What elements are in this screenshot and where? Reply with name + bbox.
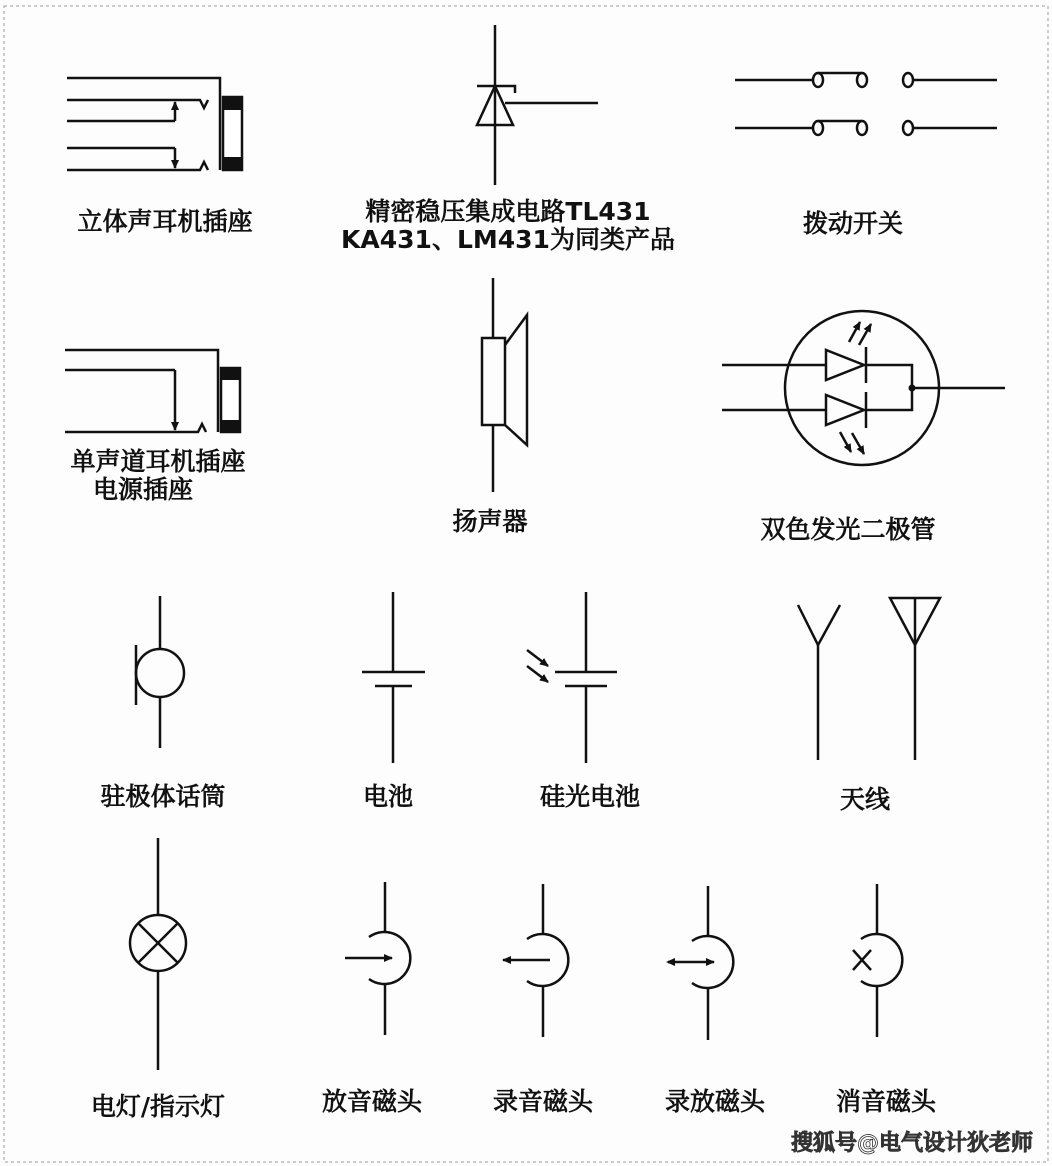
label-tl431-line1: 精密稳压集成电路TL431 bbox=[365, 197, 651, 226]
frame-border bbox=[4, 6, 1048, 1162]
label-record-head: 录音磁头 bbox=[492, 1087, 594, 1116]
watermark: 搜狐号@电气设计狄老师 bbox=[790, 1131, 1034, 1156]
antenna-symbol bbox=[798, 598, 940, 760]
label-record-playback-head: 录放磁头 bbox=[664, 1087, 766, 1116]
label-toggle-switch: 拨动开关 bbox=[802, 209, 904, 238]
label-mono-jack-line2: 电源插座 bbox=[92, 475, 194, 504]
speaker-symbol bbox=[482, 278, 527, 492]
label-lamp: 电灯/指示灯 bbox=[90, 1092, 226, 1121]
label-stereo-jack: 立体声耳机插座 bbox=[77, 207, 253, 236]
electret-mic-symbol bbox=[136, 596, 184, 748]
toggle-switch-symbol bbox=[735, 73, 997, 135]
label-erase-head: 消音磁头 bbox=[835, 1087, 937, 1116]
record-head-symbol bbox=[503, 884, 568, 1037]
label-antenna: 天线 bbox=[839, 785, 891, 814]
label-tl431-line2: KA431、LM431为同类产品 bbox=[341, 225, 675, 254]
solar-cell-symbol bbox=[527, 592, 617, 763]
mono-jack-symbol bbox=[65, 350, 240, 432]
label-playback-head: 放音磁头 bbox=[321, 1087, 423, 1116]
battery-symbol bbox=[362, 592, 425, 763]
label-solar-cell: 硅光电池 bbox=[539, 782, 641, 811]
bicolor-led-symbol bbox=[722, 311, 1005, 465]
stereo-jack-symbol bbox=[67, 78, 242, 170]
label-mono-jack-line1: 单声道耳机插座 bbox=[70, 447, 246, 476]
erase-head-symbol bbox=[853, 884, 902, 1037]
label-battery: 电池 bbox=[362, 782, 414, 811]
record-playback-head-symbol bbox=[668, 886, 733, 1040]
label-speaker: 扬声器 bbox=[452, 507, 528, 536]
label-bicolor-led: 双色发光二极管 bbox=[760, 515, 936, 544]
lamp-symbol bbox=[130, 838, 186, 1070]
tl431-symbol bbox=[477, 25, 598, 185]
playback-head-symbol bbox=[345, 882, 410, 1035]
label-electret-mic: 驻极体话筒 bbox=[100, 782, 226, 811]
